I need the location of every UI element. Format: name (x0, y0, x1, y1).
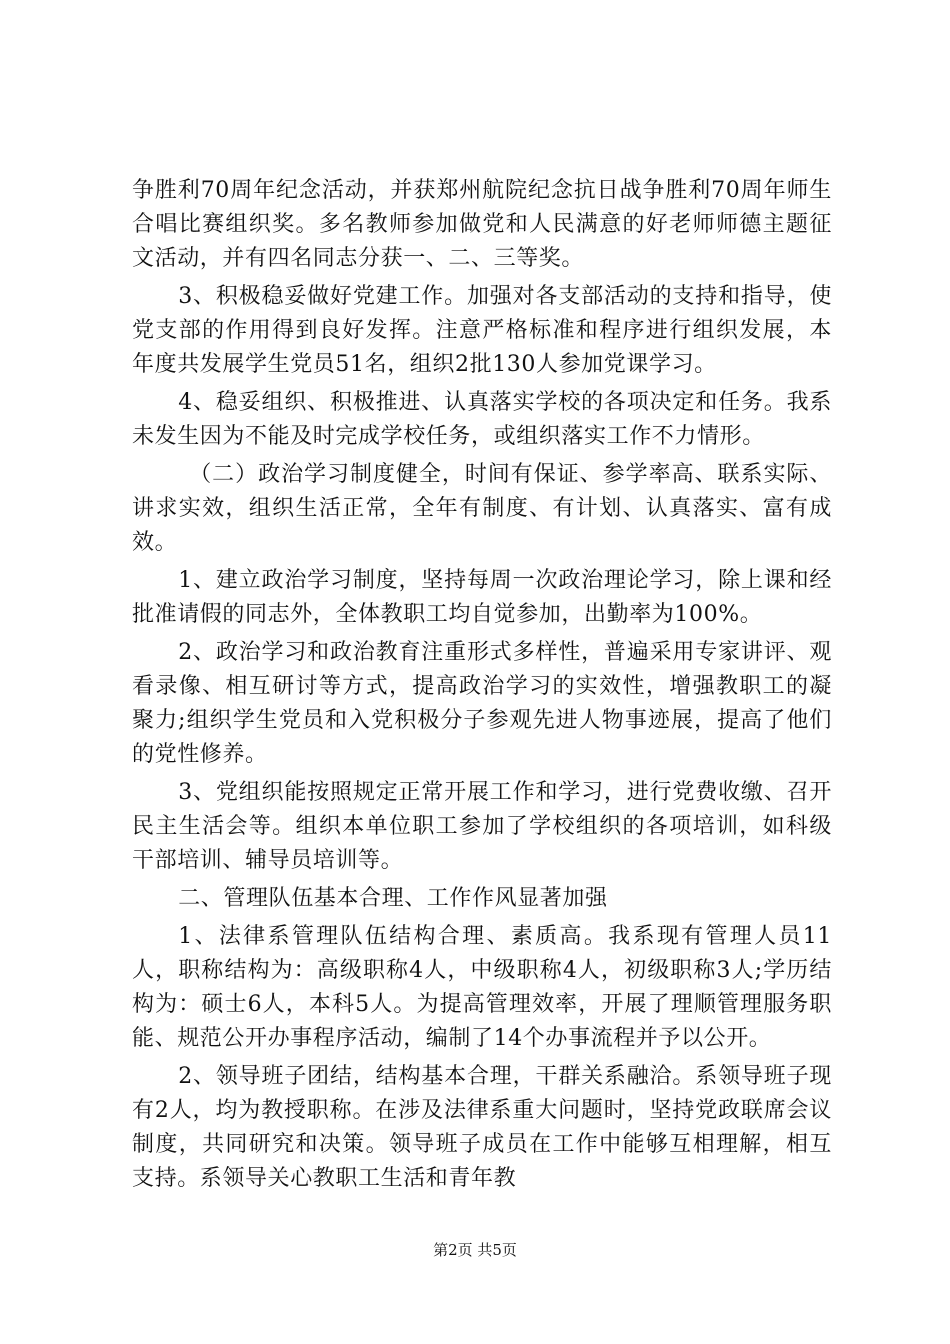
paragraph-item-2-study-forms: 2、政治学习和政治教育注重形式多样性，普遍采用专家讲评、观看录像、相互研讨等方式，提高政治学习的实效性，增强教职工的凝聚力;组织学生党员和入党积极分子参观先进人物事迹展，提高了他们的党性修养。 (132, 640, 832, 767)
paragraph-item-3-party-building: 3、积极稳妥做好党建工作。加强对各支部活动的支持和指导，使党支部的作用得到良好发挥。注意严格标准和程序进行组织发展，本年度共发展学生党员51名，组织2批130人参加党课学习。 (132, 284, 832, 377)
paragraph-item-1-management-structure: 1、法律系管理队伍结构合理、素质高。我系现有管理人员11人，职称结构为：高级职称4人，中级职称4人，初级职称3人;学历结构为：硕士6人，本科5人。为提高管理效率，开展了理顺管理服务职能、规范公开办事程序活动，编制了14个办事流程并予以公开。 (132, 924, 832, 1051)
document-body (132, 174, 832, 1200)
paragraph-item-2-leadership: 2、领导班子团结，结构基本合理，干群关系融洽。系领导班子现有2人，均为教授职称。在涉及法律系重大问题时，坚持党政联席会议制度，共同研究和决策。领导班子成员在工作中能够互相理解，相互支持。系领导关心教职工生活和青年教 (132, 1064, 832, 1191)
paragraph-item-4-implementation: 4、稳妥组织、积极推进、认真落实学校的各项决定和任务。我系未发生因为不能及时完成学校任务，或组织落实工作不力情形。 (132, 390, 832, 449)
paragraph-continuation: 争胜利70周年纪念活动，并获郑州航院纪念抗日战争胜利70周年师生合唱比赛组织奖。多名教师参加做党和人民满意的好老师师德主题征文活动，并有四名同志分获一、二、三等奖。 (132, 178, 832, 271)
section-heading-management-team: 二、管理队伍基本合理、工作作风显著加强 (178, 886, 608, 911)
section-heading-political-study: （二）政治学习制度健全，时间有保证、参学率高、联系实际、讲求实效，组织生活正常，全年有制度、有计划、认真落实、富有成效。 (132, 462, 832, 555)
page-number-footer: 第2页 共5页 (433, 1241, 517, 1259)
paragraph-item-1-study-system: 1、建立政治学习制度，坚持每周一次政治理论学习，除上课和经批准请假的同志外，全体教职工均自觉参加，出勤率为100%。 (132, 568, 832, 627)
paragraph-item-3-party-organization: 3、党组织能按照规定正常开展工作和学习，进行党费收缴、召开民主生活会等。组织本单位职工参加了学校组织的各项培训，如科级干部培训、辅导员培训等。 (132, 780, 832, 873)
